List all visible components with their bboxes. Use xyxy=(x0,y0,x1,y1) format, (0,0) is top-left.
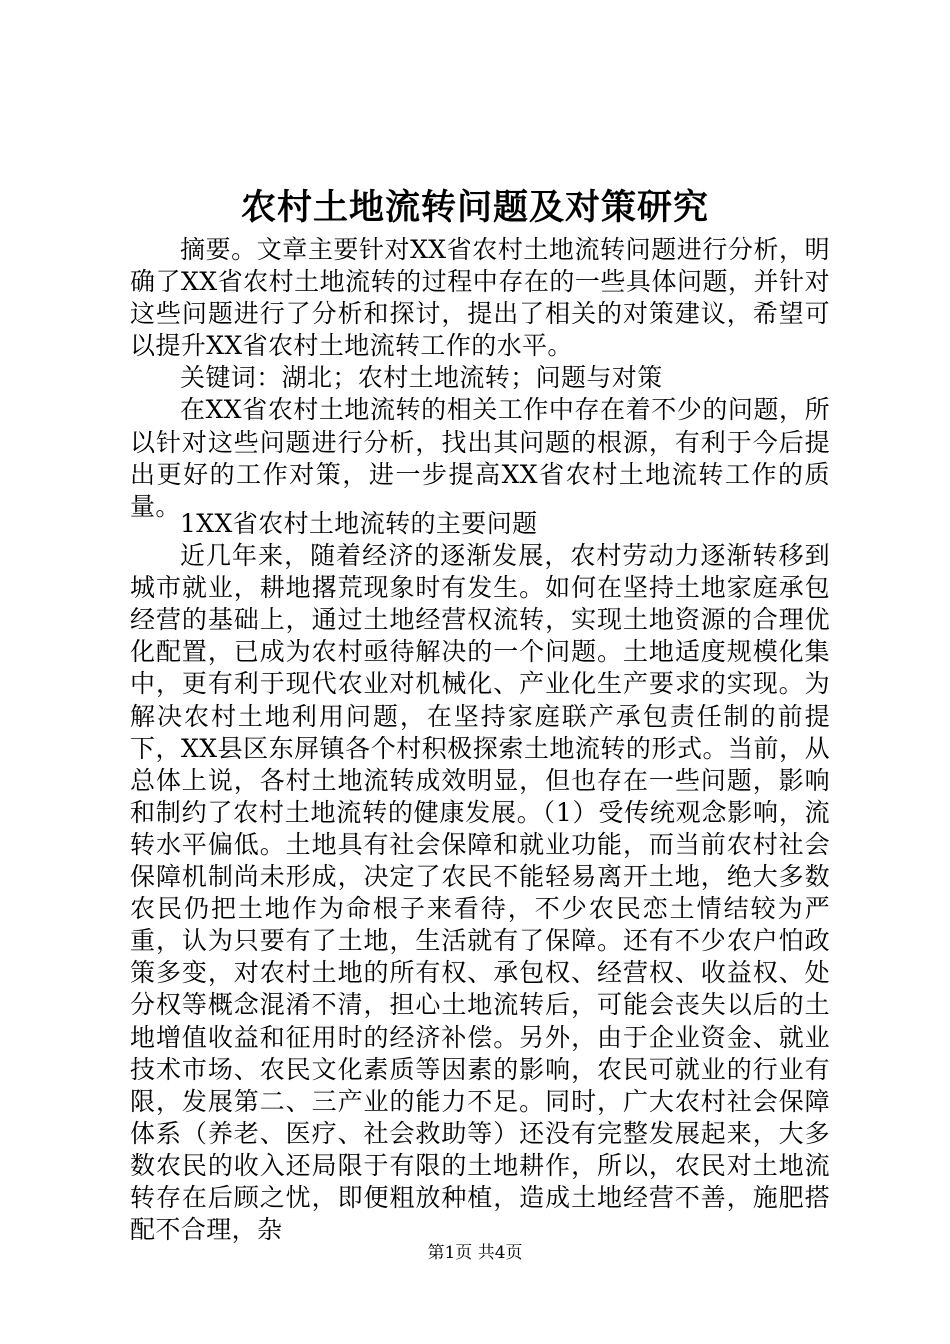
abstract-paragraph: 摘要。文章主要针对XX省农村土地流转问题进行分析，明确了XX省农村土地流转的过程中存在的一些具体问题，并针对这些问题进行了分析和探讨，提出了相关的对策建议，希望可以提升XX省农村土地流转工作的水平。 xyxy=(130,235,830,361)
intro-paragraph: 在XX省农村土地流转的相关工作中存在着不少的问题，所以针对这些问题进行分析，找出其问题的根源，有利于今后提出更好的工作对策，进一步提高XX省农村土地流转工作的质量。 xyxy=(130,395,830,521)
section-heading: 1XX省农村土地流转的主要问题 xyxy=(180,509,538,538)
document-title: 农村土地流转问题及对策研究 xyxy=(240,187,709,228)
front-matter xyxy=(130,234,830,523)
section-1 xyxy=(130,508,830,1246)
keywords-paragraph: 关键词：湖北；农村土地流转；问题与对策 xyxy=(180,363,663,393)
page-footer: 第1页 共4页 xyxy=(427,1243,523,1263)
section-body-paragraph: 近几年来，随着经济的逐渐发展，农村劳动力逐渐转移到城市就业，耕地撂荒现象时有发生。如何在坚持土地家庭承包经营的基础上，通过土地经营权流转，实现土地资源的合理优化配置，已成为农村亟待解决的一个问题。土地适度规模化集中，更有利于现代农业对机械化、产业化生产要求的实现。为解决农村土地利用问题，在坚持家庭联产承包责任制的前提下，XX县区东屏镇各个村积极探索土地流转的形式。当前，从总体上说，各村土地流转成效明显，但也存在一些问题，影响和制约了农村土地流转的健康发展。（1）受传统观念影响，流转水平偏低。土地具有社会保障和就业功能，而当前农村社会保障机制尚未形成，决定了农民不能轻易离开土地，绝大多数农民仍把土地作为命根子来看待，不少农民恋土情结较为严重，认为只要有了土地，生活就有了保障。还有不少农户怕政策多变，对农村土地的所有权、承包权、经营权、收益权、处分权等概念混淆不清，担心土地流转后，可能会丧失以后的土地增值收益和征用时的经济补偿。另外，由于企业资金、就业技术市场、农民文化素质等因素的影响，农民可就业的行业有限，发展第二、三产业的能力不足。同时，广大农村社会保障体系（养老、医疗、社会救助等）还没有完整发展起来，大多数农民的收入还局限于有限的土地耕作，所以，农民对土地流转存在后顾之忧，即便粗放种植，造成土地经营不善，施肥搭配不合理，杂 xyxy=(130,541,830,1245)
